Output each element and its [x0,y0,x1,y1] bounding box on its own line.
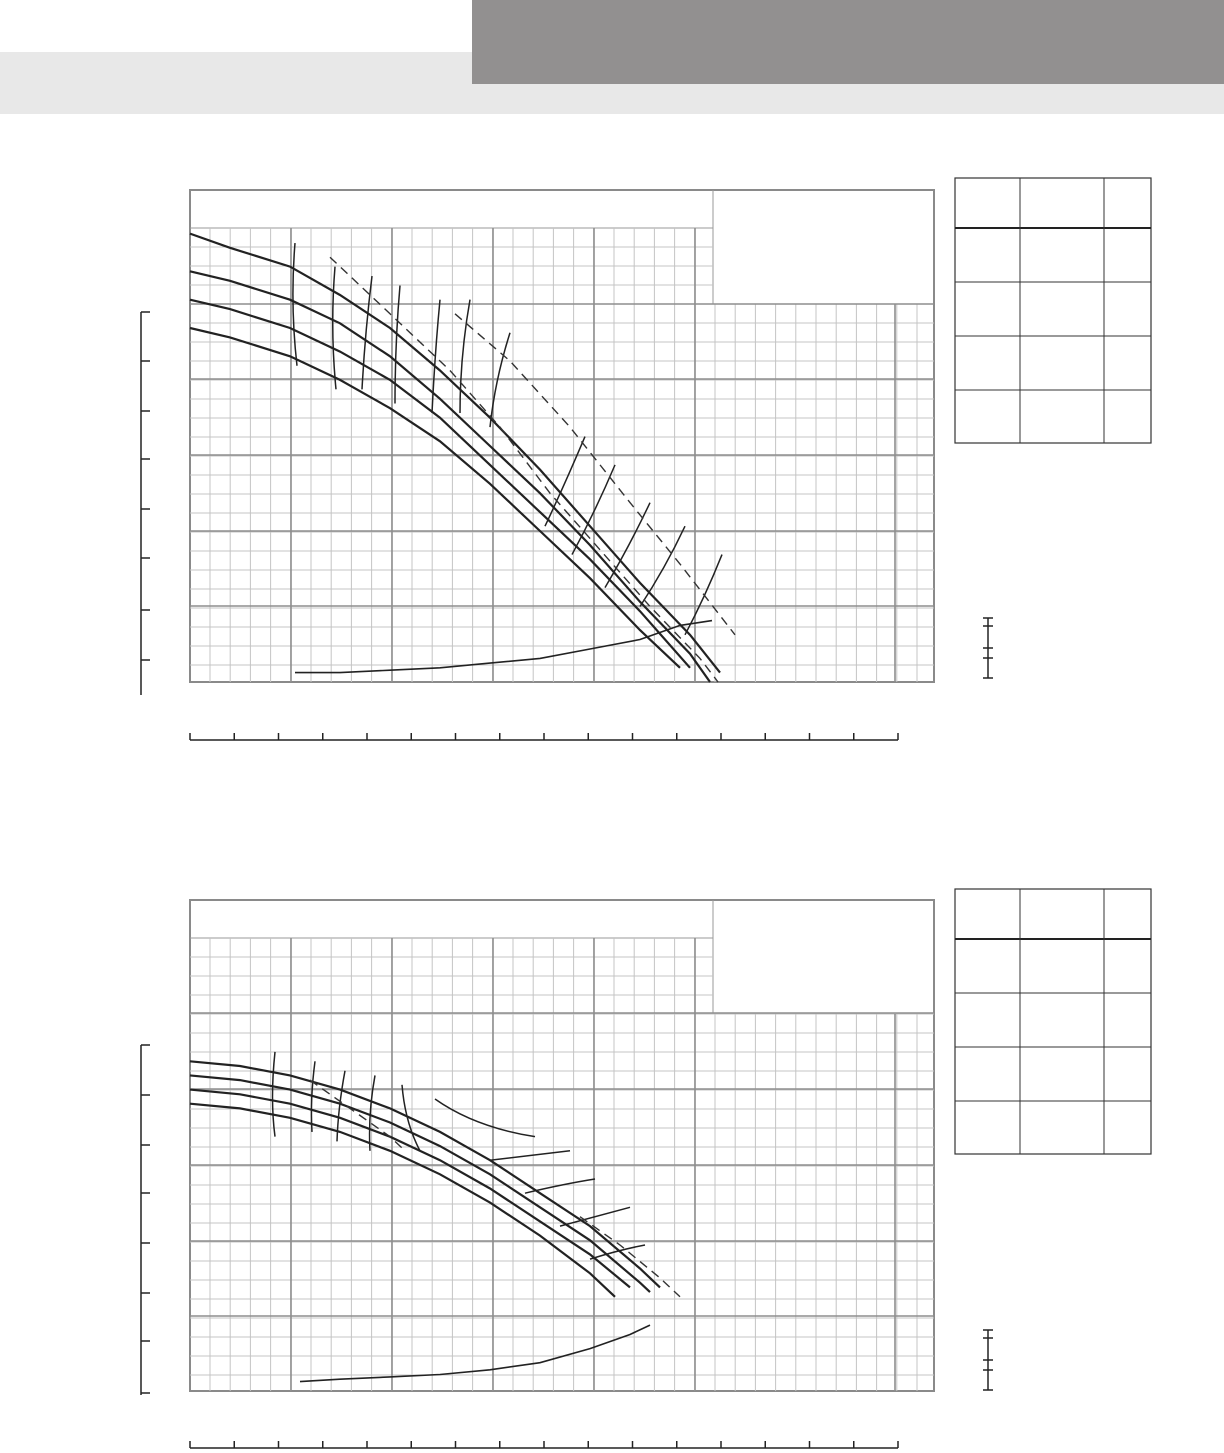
pump-curve-chart-bottom [0,860,1224,1453]
legend-table [955,178,1151,443]
pump-curve-chart-top [0,150,1224,770]
plot-frame [190,900,934,1391]
legend-table [955,889,1151,1154]
title-bar [472,0,1224,84]
